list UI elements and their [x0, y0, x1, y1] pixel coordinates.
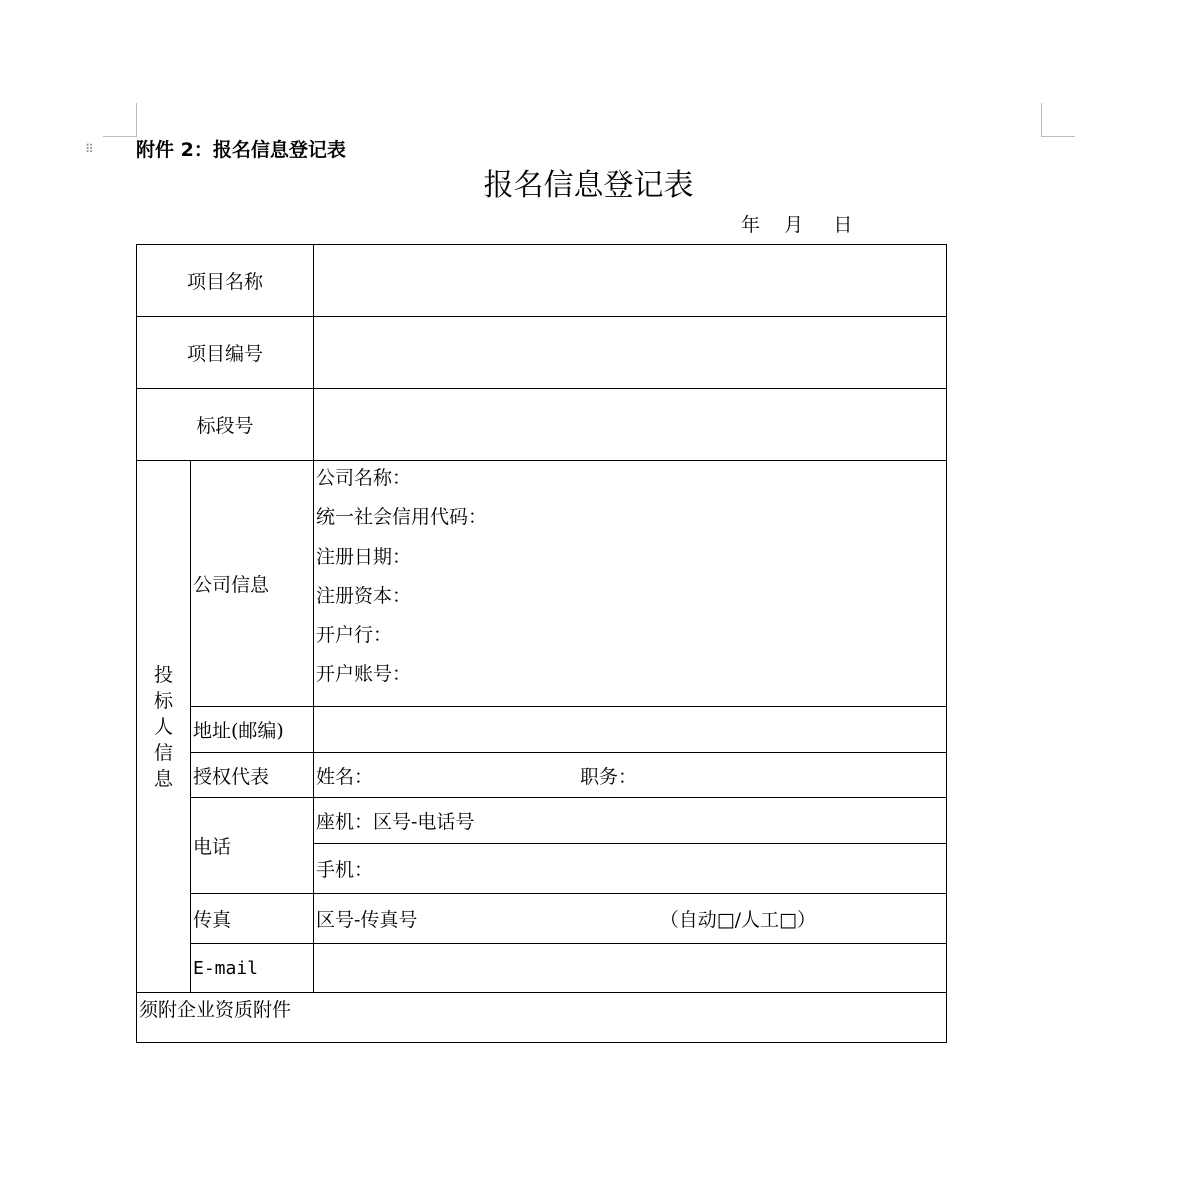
table-row-lot-number: [137, 389, 947, 461]
address-field[interactable]: [314, 707, 947, 753]
table-row-project-name: [137, 245, 947, 317]
registration-form-table: [136, 244, 947, 1043]
phone-label: 电话: [191, 798, 314, 894]
project-name-label: 项目名称: [137, 245, 314, 317]
landline-field[interactable]: 座机：区号-电话号: [314, 798, 947, 844]
table-row-attachment-note: [137, 993, 947, 1043]
email-label: E-mail: [191, 944, 314, 993]
project-name-field[interactable]: [314, 245, 947, 317]
bank-field[interactable]: 开户行：: [316, 624, 393, 647]
table-row-fax: [137, 894, 947, 944]
table-row-company-info: [137, 461, 947, 707]
table-row-address: [137, 707, 947, 753]
company-info-fields[interactable]: [314, 461, 947, 707]
bidder-info-label: [137, 461, 191, 993]
rep-name-label: 姓名：: [316, 765, 374, 788]
bidder-info-char: 信: [153, 741, 173, 764]
page-title: [0, 166, 1179, 206]
table-row-project-number: [137, 317, 947, 389]
mobile-field[interactable]: 手机：: [314, 844, 947, 894]
fax-label: 传真: [191, 894, 314, 944]
registered-capital-field[interactable]: 注册资本：: [316, 584, 412, 607]
project-number-field[interactable]: [314, 317, 947, 389]
table-row-landline: [137, 798, 947, 844]
authorized-rep-label: 授权代表: [191, 753, 314, 798]
registration-date-field[interactable]: 注册日期：: [316, 545, 412, 568]
page-title-text: 报名信息登记表: [483, 168, 694, 203]
attachment-note: 须附企业资质附件: [137, 993, 947, 1043]
fax-mode-options[interactable]: （自动□/人工□）: [659, 909, 817, 931]
company-info-label: 公司信息: [191, 461, 314, 707]
email-field[interactable]: [314, 944, 947, 993]
bidder-info-char: 投: [153, 663, 173, 686]
fax-value: 区号-传真号: [316, 909, 418, 931]
date-line: 年 月 日: [741, 214, 853, 236]
table-row-email: [137, 944, 947, 993]
company-name-field[interactable]: 公司名称：: [316, 467, 412, 489]
attachment-label: 附件 2：报名信息登记表: [136, 139, 346, 161]
drag-handle-icon[interactable]: ⠿: [85, 142, 93, 156]
rep-title-label: 职务：: [580, 765, 638, 788]
lot-number-label: 标段号: [137, 389, 314, 461]
address-label: 地址(邮编): [191, 707, 314, 753]
project-number-label: 项目编号: [137, 317, 314, 389]
bidder-info-char: 标: [153, 689, 173, 712]
fax-field[interactable]: [314, 894, 947, 944]
table-row-authorized-rep: [137, 753, 947, 798]
lot-number-field[interactable]: [314, 389, 947, 461]
authorized-rep-field[interactable]: [314, 753, 947, 798]
bidder-info-char: 息: [153, 767, 173, 790]
credit-code-field[interactable]: 统一社会信用代码：: [316, 506, 488, 529]
bidder-info-char: 人: [153, 715, 173, 738]
crop-mark-top-right: [1041, 103, 1075, 137]
crop-mark-top-left: [103, 103, 137, 137]
bank-account-field[interactable]: 开户账号：: [316, 663, 412, 686]
